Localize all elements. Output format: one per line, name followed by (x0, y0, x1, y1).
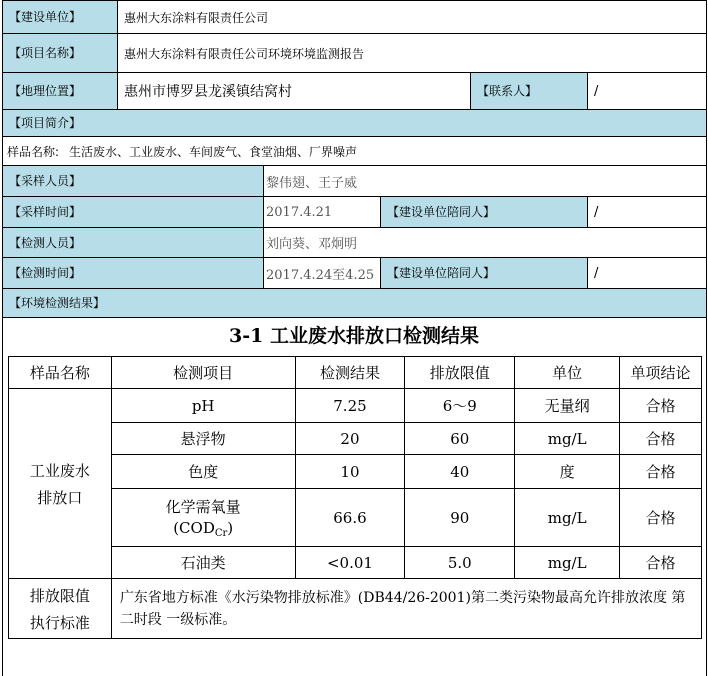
row-item (111, 489, 295, 547)
row-limit: 90 (405, 489, 515, 547)
standard-label-line2: 执行标准 (29, 613, 90, 632)
construction-unit-label: 【建设单位】 (2, 0, 118, 34)
result-table-header-row (9, 357, 702, 389)
contact-label: 【联系人】 (470, 72, 588, 110)
row-result: <0.01 (295, 547, 405, 579)
row-limit: 6～9 (405, 389, 515, 423)
sample-name-line2: 排放口 (37, 488, 83, 507)
row-item-line1: 化学需氧量 (165, 498, 241, 516)
result-table-title: 3-1 工业废水排放口检测结果 (229, 325, 479, 347)
result-section-label: 【环境检测结果】 (2, 288, 707, 318)
col-header-sample-name: 样品名称 (9, 357, 112, 389)
tester-label: 【检测人员】 (2, 227, 264, 258)
row-conclusion: 合格 (620, 389, 702, 423)
row-result: 10 (295, 455, 405, 489)
row-result: 7.25 (295, 389, 405, 423)
table-row (9, 455, 702, 489)
table-row (9, 547, 702, 579)
standard-text: 广东省地方标准《水污染物排放标准》(DB44/26-2001)第二类污染物最高允许排放浓度 第二时段 一级标准。 (111, 579, 701, 639)
col-header-test-result: 检测结果 (295, 357, 405, 389)
row-item: pH (111, 389, 295, 423)
location-label: 【地理位置】 (2, 72, 118, 110)
construction-unit-value: 惠州大东涂料有限责任公司 (117, 0, 707, 34)
escort-label-1: 【建设单位陪同人】 (380, 196, 588, 228)
escort-label-2: 【建设单位陪同人】 (380, 257, 588, 289)
row-result: 66.6 (295, 489, 405, 547)
row-item: 石油类 (111, 547, 295, 579)
standard-row (9, 579, 702, 639)
row-item-line2: $(COD_{Cr})$ (173, 519, 234, 539)
row-unit: mg/L (515, 489, 620, 547)
table-row (9, 489, 702, 547)
location-value: 惠州市博罗县龙溪镇结窝村 (117, 72, 471, 110)
escort-value-1: / (587, 196, 707, 228)
sample-name-cell (9, 389, 112, 579)
standard-label-line1: 排放限值 (29, 586, 90, 605)
test-time-value: 2017.4.24至4.25 (263, 257, 381, 289)
contact-value: / (587, 72, 707, 110)
row-conclusion: 合格 (620, 455, 702, 489)
col-header-limit: 排放限值 (405, 357, 515, 389)
col-header-unit: 单位 (515, 357, 620, 389)
tester-value: 刘向葵、邓炯明 (263, 227, 707, 258)
result-table (8, 356, 702, 639)
table-row (9, 389, 702, 423)
row-conclusion: 合格 (620, 547, 702, 579)
project-name-value: 惠州大东涂料有限责任公司环境环境监测报告 (117, 33, 707, 73)
row-limit: 5.0 (405, 547, 515, 579)
sample-name-row (2, 136, 707, 166)
sampler-label: 【采样人员】 (2, 165, 264, 197)
row-unit: mg/L (515, 547, 620, 579)
col-header-test-item: 检测项目 (111, 357, 295, 389)
row-result: 20 (295, 423, 405, 455)
escort-value-2: / (587, 257, 707, 289)
row-conclusion: 合格 (620, 489, 702, 547)
sample-name-line1: 工业废水 (29, 461, 90, 480)
row-unit: 度 (515, 455, 620, 489)
project-intro-label: 【项目简介】 (2, 109, 707, 137)
project-name-label: 【项目名称】 (2, 33, 118, 73)
sample-name-label: 样品名称: (7, 144, 60, 159)
sample-name-value: 生活废水、工业废水、车间废气、食堂油烟、厂界噪声 (69, 144, 358, 159)
table-row (9, 423, 702, 455)
col-header-conclusion: 单项结论 (620, 357, 702, 389)
test-time-label: 【检测时间】 (2, 257, 264, 289)
row-unit: mg/L (515, 423, 620, 455)
row-conclusion: 合格 (620, 423, 702, 455)
row-limit: 60 (405, 423, 515, 455)
sample-time-value: 2017.4.21 (263, 196, 381, 228)
row-unit: 无量纲 (515, 389, 620, 423)
row-item: 色度 (111, 455, 295, 489)
row-limit: 40 (405, 455, 515, 489)
sampler-value: 黎伟翅、王子威 (263, 165, 707, 197)
row-item: 悬浮物 (111, 423, 295, 455)
sample-time-label: 【采样时间】 (2, 196, 264, 228)
standard-label-cell (9, 579, 112, 639)
